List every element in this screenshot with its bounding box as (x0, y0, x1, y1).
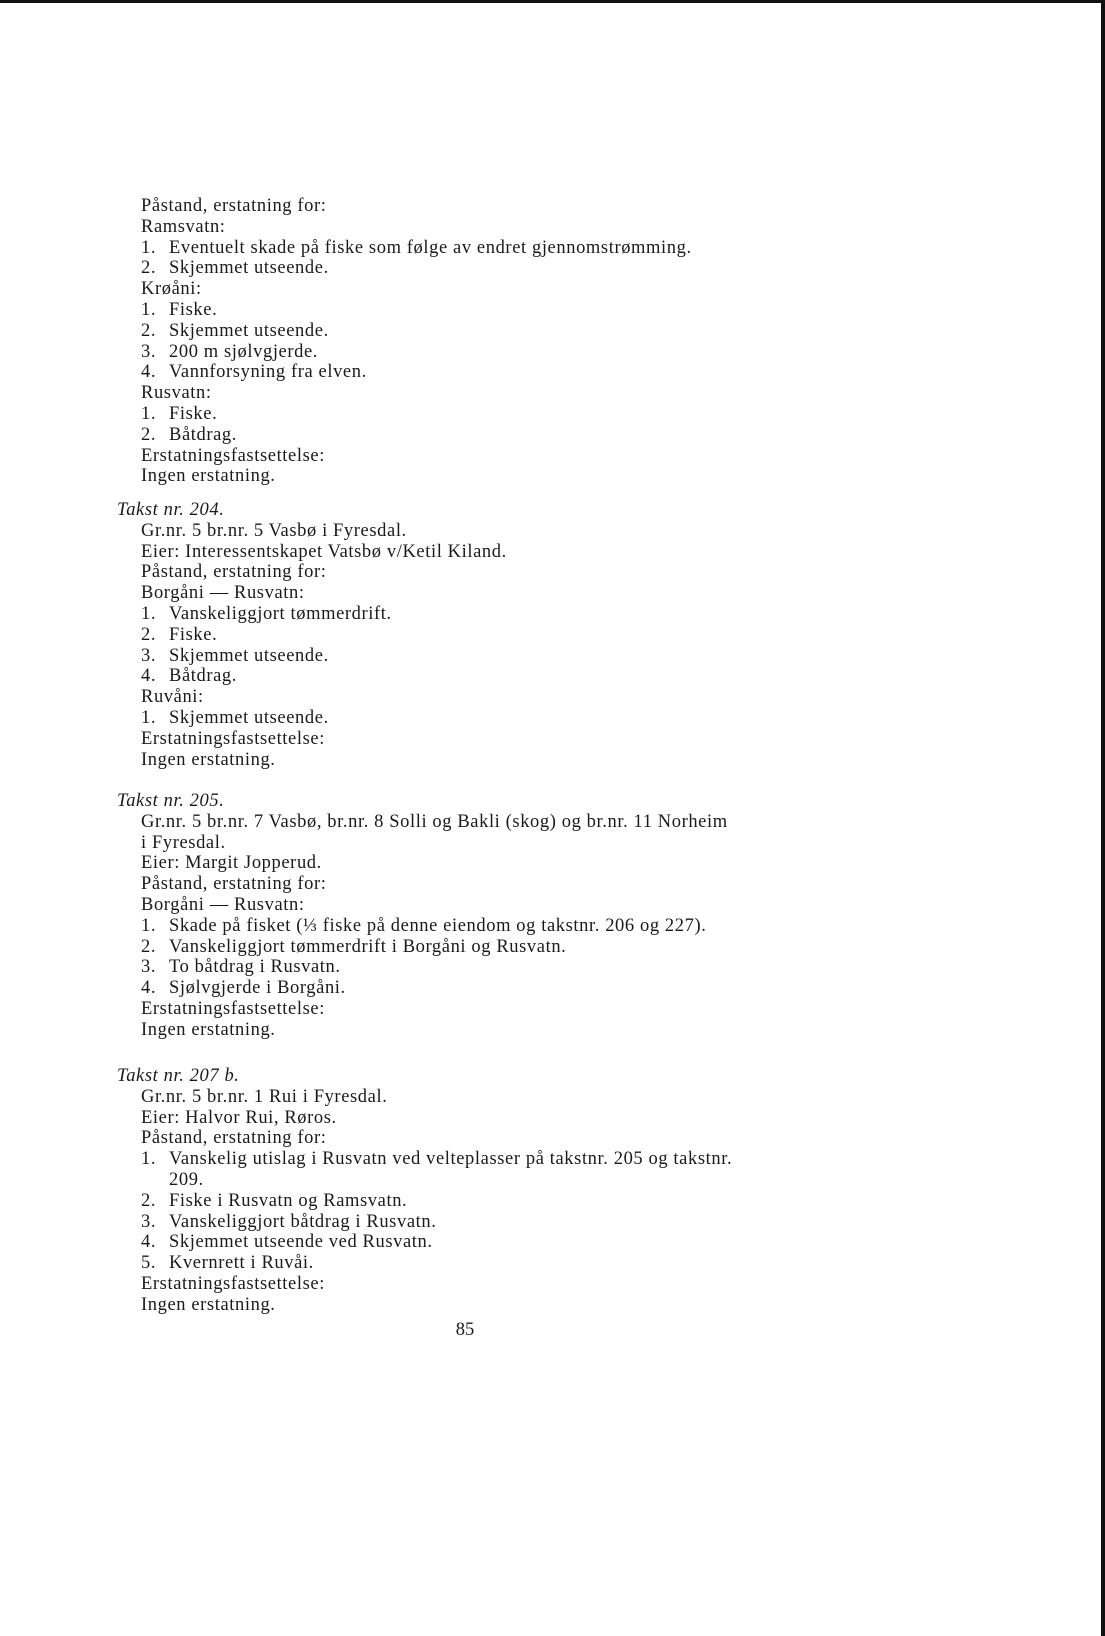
list-item (141, 625, 507, 646)
list-item (141, 1253, 732, 1274)
page-number: 85 (455, 1320, 475, 1340)
list-item (141, 1212, 732, 1233)
text-line (141, 1020, 728, 1041)
item-text: Gr.nr. 5 br.nr. 1 Rui i Fyresdal. (141, 1086, 388, 1107)
item-text: Skjemmet utseende. (169, 645, 329, 666)
text-line (141, 853, 728, 874)
scan-edge-right (1101, 0, 1105, 1636)
text-line (141, 833, 728, 854)
text-line (141, 446, 692, 467)
list-item (141, 1232, 732, 1253)
item-text: Vanskeliggjort tømmerdrift i Borgåni og Rusvatn. (169, 936, 567, 957)
item-text: Vanskeliggjort båtdrag i Rusvatn. (169, 1211, 437, 1232)
text-line (141, 196, 692, 217)
list-item (141, 957, 728, 978)
text-line (141, 1170, 732, 1191)
text-line (141, 217, 692, 238)
item-text: Borgåni — Rusvatn: (141, 894, 305, 915)
item-number: 2. (141, 1190, 157, 1211)
text-line (141, 521, 507, 542)
item-number: 1. (141, 403, 157, 424)
text-line (141, 383, 692, 404)
text-line (141, 812, 728, 833)
item-text: Påstand, erstatning for: (141, 1128, 327, 1149)
item-text: Skjemmet utseende ved Rusvatn. (169, 1232, 433, 1253)
item-text: Borgåni — Rusvatn: (141, 583, 305, 604)
list-item (141, 425, 692, 446)
text-line (141, 1274, 732, 1295)
list-item (141, 300, 692, 321)
text-line (141, 999, 728, 1020)
list-item (141, 916, 728, 937)
item-text: Båtdrag. (169, 666, 237, 687)
section-1 (117, 500, 507, 770)
item-text: Ingen erstatning. (141, 1019, 276, 1040)
item-number: 3. (141, 957, 157, 978)
item-text: Fiske. (169, 403, 218, 424)
item-number: 5. (141, 1253, 157, 1274)
item-text: Påstand, erstatning for: (141, 196, 327, 216)
section-2 (117, 791, 728, 1041)
section-0 (141, 196, 692, 487)
item-text: Sjølvgjerde i Borgåni. (169, 978, 346, 999)
list-item (141, 937, 728, 958)
text-line (141, 1295, 732, 1316)
item-number: 4. (141, 666, 157, 687)
item-text: Skade på fisket (⅓ fiske på denne eiendom og takstnr. 206 og 227). (169, 915, 707, 936)
item-number: 2. (141, 320, 157, 341)
item-number: 4. (141, 1232, 157, 1253)
item-text: 209. (169, 1169, 204, 1190)
item-number: 1. (141, 707, 157, 728)
text-line (141, 562, 507, 583)
text-line (141, 1087, 732, 1108)
item-text: Ingen erstatning. (141, 1294, 276, 1315)
item-text: Erstatningsfastsettelse: (141, 1273, 325, 1294)
takst-heading: Takst nr. 205. (117, 791, 225, 811)
item-text: Vanskelig utislag i Rusvatn ved velteplasser på takstnr. 205 og takstnr. (169, 1149, 733, 1170)
item-number: 1. (141, 603, 157, 624)
item-text: Erstatningsfastsettelse: (141, 998, 325, 1019)
item-text: 200 m sjølvgjerde. (169, 341, 319, 362)
list-item (141, 362, 692, 383)
list-item (141, 342, 692, 363)
text-line (141, 583, 507, 604)
item-text: Kvernrett i Ruvåi. (169, 1253, 314, 1274)
item-number: 4. (141, 978, 157, 999)
list-item (141, 604, 507, 625)
item-number: 1. (141, 1149, 157, 1170)
item-number: 4. (141, 362, 157, 383)
list-item (141, 666, 507, 687)
text-line (141, 750, 507, 771)
item-number: 2. (141, 624, 157, 645)
list-item (141, 238, 692, 259)
takst-heading: Takst nr. 204. (117, 500, 225, 520)
text-line (141, 874, 728, 895)
text-line (141, 542, 507, 563)
item-number: 3. (141, 1211, 157, 1232)
item-number: 2. (141, 258, 157, 279)
item-number: 3. (141, 645, 157, 666)
item-text: Båtdrag. (169, 424, 237, 445)
list-item (141, 1191, 732, 1212)
list-item (141, 321, 692, 342)
item-text: Skjemmet utseende. (169, 258, 329, 279)
item-text: Eventuelt skade på fiske som følge av endret gjennomstrømming. (169, 237, 692, 258)
list-item (141, 404, 692, 425)
text-line (141, 895, 728, 916)
item-text: Ingen erstatning. (141, 466, 276, 487)
item-text: Vannforsyning fra elven. (169, 362, 367, 383)
item-text: Gr.nr. 5 br.nr. 7 Vasbø, br.nr. 8 Solli og Bakli (skog) og br.nr. 11 Norheim (141, 811, 728, 832)
list-item (141, 646, 507, 667)
list-item (141, 708, 507, 729)
item-text: Gr.nr. 5 br.nr. 5 Vasbø i Fyresdal. (141, 520, 407, 541)
item-text: Erstatningsfastsettelse: (141, 445, 325, 466)
item-text: Fiske. (169, 624, 218, 645)
item-text: Ingen erstatning. (141, 749, 276, 770)
takst-heading: Takst nr. 207 b. (117, 1066, 240, 1086)
item-text: Ramsvatn: (141, 216, 226, 237)
list-item (141, 258, 692, 279)
item-number: 1. (141, 237, 157, 258)
text-line (141, 1128, 732, 1149)
item-text: Rusvatn: (141, 383, 212, 404)
item-text: Ruvåni: (141, 687, 204, 708)
item-text: Skjemmet utseende. (169, 707, 329, 728)
text-line (141, 279, 692, 300)
item-text: Skjemmet utseende. (169, 320, 329, 341)
item-text: Eier: Halvor Rui, Røros. (141, 1107, 337, 1128)
text-line (141, 466, 692, 487)
item-text: i Fyresdal. (141, 832, 226, 853)
text-line (141, 1108, 732, 1129)
list-item (141, 978, 728, 999)
item-text: To båtdrag i Rusvatn. (169, 957, 341, 978)
item-number: 2. (141, 424, 157, 445)
item-text: Erstatningsfastsettelse: (141, 728, 325, 749)
item-text: Eier: Margit Jopperud. (141, 853, 322, 874)
item-text: Fiske i Rusvatn og Ramsvatn. (169, 1190, 408, 1211)
item-number: 1. (141, 915, 157, 936)
item-number: 3. (141, 341, 157, 362)
item-text: Vanskeliggjort tømmerdrift. (169, 603, 392, 624)
item-number: 2. (141, 936, 157, 957)
item-number: 1. (141, 299, 157, 320)
text-line (141, 687, 507, 708)
scan-edge-top (0, 0, 1105, 3)
text-line (141, 729, 507, 750)
item-text: Påstand, erstatning for: (141, 874, 327, 895)
item-text: Krøåni: (141, 279, 202, 300)
list-item (141, 1149, 732, 1170)
section-3 (117, 1066, 733, 1316)
item-text: Påstand, erstatning for: (141, 562, 327, 583)
item-text: Fiske. (169, 299, 218, 320)
item-text: Eier: Interessentskapet Vatsbø v/Ketil Kiland. (141, 541, 507, 562)
